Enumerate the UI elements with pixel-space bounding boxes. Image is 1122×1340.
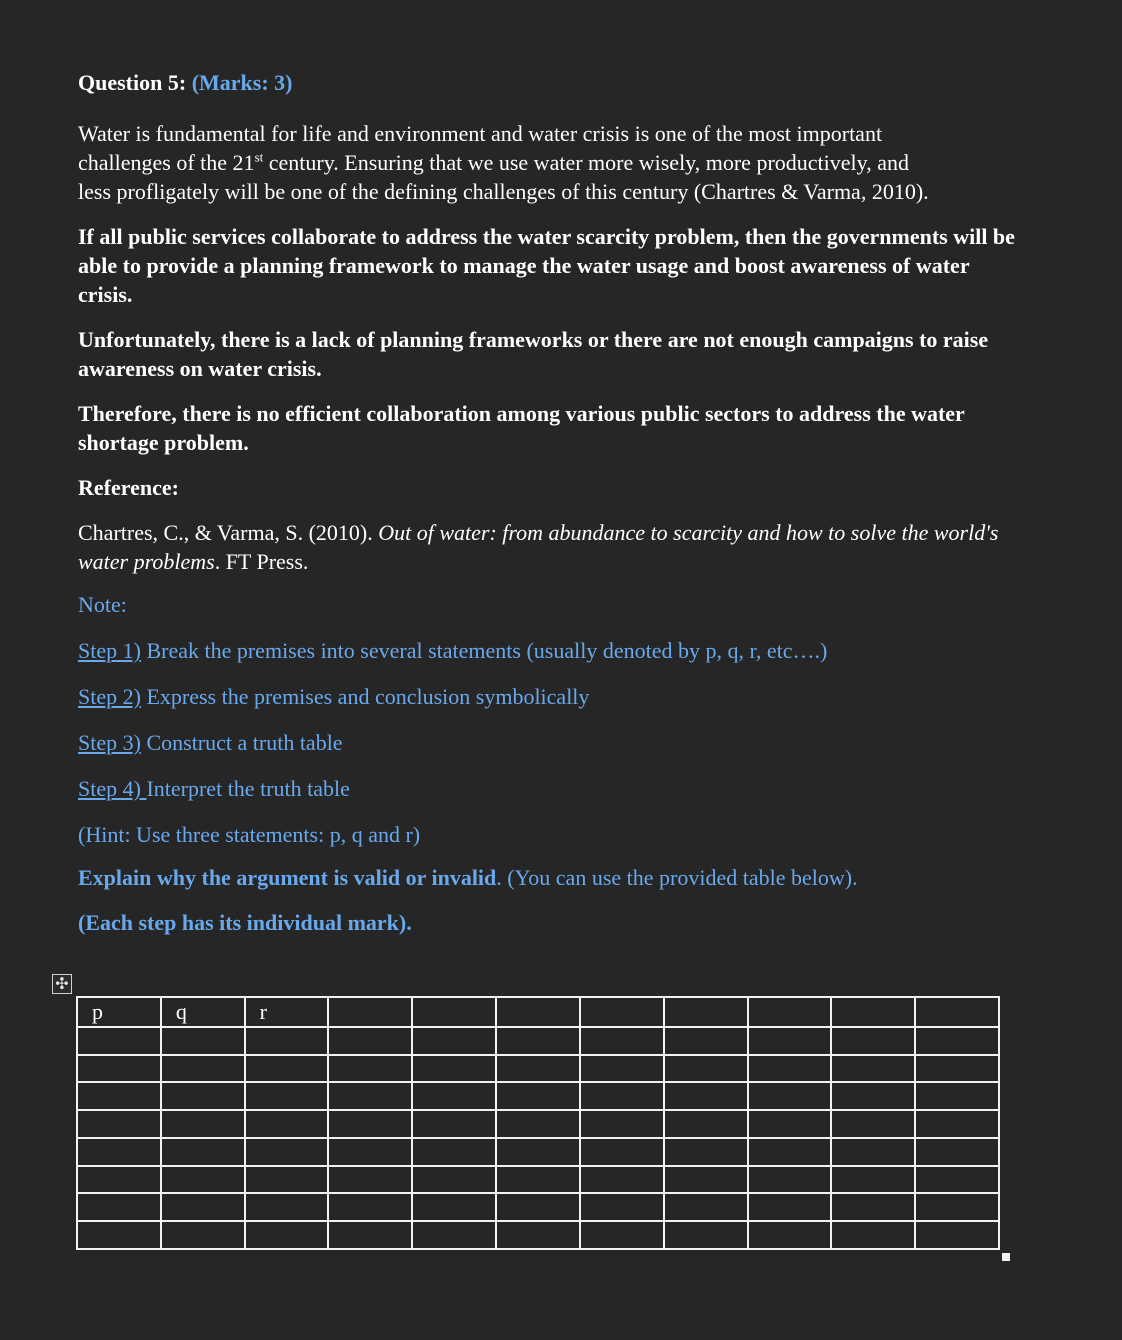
table-cell[interactable] bbox=[161, 1138, 245, 1166]
table-cell[interactable] bbox=[580, 1110, 664, 1138]
table-cell[interactable] bbox=[161, 1082, 245, 1110]
premise-1: If all public services collaborate to address the water scarcity problem, then the governments will be able to provide a planning framework to manage the water usage and boost awareness of water crisis. bbox=[78, 224, 1015, 307]
table-cell[interactable] bbox=[580, 1166, 664, 1194]
table-cell[interactable] bbox=[580, 1193, 664, 1221]
table-row bbox=[77, 1193, 999, 1221]
table-cell[interactable] bbox=[915, 1138, 999, 1166]
table-cell[interactable] bbox=[412, 1110, 496, 1138]
explain-bold: Explain why the argument is valid or invalid bbox=[78, 865, 497, 890]
step-4-number: Step 4) bbox=[78, 776, 147, 801]
table-cell[interactable] bbox=[412, 1221, 496, 1249]
step-1-text: Break the premises into several statements (usually denoted by p, q, r, etc….) bbox=[140, 638, 828, 663]
table-row bbox=[77, 1027, 999, 1055]
table-cell[interactable] bbox=[664, 1082, 748, 1110]
table-cell[interactable] bbox=[77, 1221, 161, 1249]
table-cell[interactable] bbox=[328, 1221, 412, 1249]
table-cell[interactable] bbox=[580, 1027, 664, 1055]
table-cell[interactable] bbox=[245, 1138, 329, 1166]
step-2-number: Step 2) bbox=[78, 684, 141, 709]
table-cell[interactable] bbox=[328, 1110, 412, 1138]
reference-entry bbox=[78, 518, 1018, 576]
intro-paragraph bbox=[78, 119, 1018, 206]
table-header-cell[interactable] bbox=[580, 997, 664, 1027]
table-header-cell[interactable]: p bbox=[77, 997, 161, 1027]
intro-superscript: st bbox=[254, 149, 264, 165]
table-cell[interactable] bbox=[412, 1193, 496, 1221]
table-header-cell[interactable]: q bbox=[161, 997, 245, 1027]
table-cell[interactable] bbox=[748, 1221, 832, 1249]
step-3-text: Construct a truth table bbox=[140, 730, 343, 755]
table-row bbox=[77, 1221, 999, 1249]
table-cell[interactable] bbox=[328, 1082, 412, 1110]
table-cell[interactable] bbox=[915, 1166, 999, 1194]
move-icon[interactable]: ✣ bbox=[52, 974, 72, 994]
table-cell[interactable] bbox=[77, 1055, 161, 1083]
table-cell[interactable] bbox=[328, 1027, 412, 1055]
table-cell[interactable] bbox=[496, 1166, 580, 1194]
table-cell[interactable] bbox=[77, 1193, 161, 1221]
table-cell[interactable] bbox=[580, 1221, 664, 1249]
table-cell[interactable] bbox=[831, 1138, 915, 1166]
question-marks: (Marks: 3) bbox=[191, 70, 293, 95]
table-cell[interactable] bbox=[77, 1027, 161, 1055]
intro-line-1: Water is fundamental for life and environment and water crisis is one of the most important bbox=[78, 121, 883, 146]
table-header-row bbox=[77, 997, 999, 1027]
reference-authors: Chartres, C., & Varma, S. (2010). bbox=[78, 520, 379, 545]
table-cell[interactable] bbox=[748, 1166, 832, 1194]
table-cell[interactable] bbox=[915, 1193, 999, 1221]
step-2 bbox=[78, 682, 1018, 711]
each-step-note: (Each step has its individual mark). bbox=[78, 910, 412, 935]
table-cell[interactable] bbox=[245, 1221, 329, 1249]
table-row bbox=[77, 1110, 999, 1138]
conclusion: Therefore, there is no efficient collaboration among various public sectors to address the water shortage problem. bbox=[78, 401, 965, 455]
hint-text: (Hint: Use three statements: p, q and r) bbox=[78, 822, 421, 847]
step-3 bbox=[78, 728, 1018, 757]
table-cell[interactable] bbox=[245, 1166, 329, 1194]
table-cell[interactable] bbox=[412, 1138, 496, 1166]
table-cell[interactable] bbox=[664, 1110, 748, 1138]
table-cell[interactable] bbox=[915, 1027, 999, 1055]
table-cell[interactable] bbox=[915, 1110, 999, 1138]
explain-text bbox=[78, 863, 1018, 892]
explain-rest: . (You can use the provided table below). bbox=[496, 865, 858, 890]
table-header-cell[interactable] bbox=[328, 997, 412, 1027]
table-cell[interactable] bbox=[496, 1110, 580, 1138]
table-cell[interactable] bbox=[328, 1138, 412, 1166]
table-cell[interactable] bbox=[77, 1110, 161, 1138]
table-cell[interactable] bbox=[915, 1221, 999, 1249]
intro-line-2a: challenges of the 21 bbox=[78, 150, 255, 175]
table-cell[interactable] bbox=[161, 1193, 245, 1221]
table-cell[interactable] bbox=[328, 1055, 412, 1083]
note-label: Note: bbox=[78, 592, 127, 617]
table-cell[interactable] bbox=[664, 1166, 748, 1194]
table-cell[interactable] bbox=[831, 1221, 915, 1249]
document-body bbox=[78, 66, 1018, 937]
table-cell[interactable] bbox=[412, 1027, 496, 1055]
table-cell[interactable] bbox=[77, 1166, 161, 1194]
table-cell[interactable] bbox=[748, 1138, 832, 1166]
table-cell[interactable] bbox=[412, 1166, 496, 1194]
step-1-number: Step 1) bbox=[78, 638, 141, 663]
table-cell[interactable] bbox=[664, 1027, 748, 1055]
table-cell[interactable] bbox=[496, 1027, 580, 1055]
table-cell[interactable] bbox=[664, 1055, 748, 1083]
table-cell[interactable] bbox=[328, 1166, 412, 1194]
table-cell[interactable] bbox=[328, 1193, 412, 1221]
table-cell[interactable] bbox=[748, 1055, 832, 1083]
table-cell[interactable] bbox=[245, 1055, 329, 1083]
table-resize-handle[interactable] bbox=[1002, 1253, 1010, 1261]
table-header-cell[interactable] bbox=[496, 997, 580, 1027]
table-cell[interactable] bbox=[496, 1221, 580, 1249]
table-cell[interactable] bbox=[161, 1110, 245, 1138]
table-cell[interactable] bbox=[245, 1110, 329, 1138]
premise-2: Unfortunately, there is a lack of planning frameworks or there are not enough campaigns to raise awareness on water crisis. bbox=[78, 327, 989, 381]
table-cell[interactable] bbox=[496, 1082, 580, 1110]
step-4 bbox=[78, 774, 1018, 803]
table-cell[interactable] bbox=[245, 1082, 329, 1110]
table-cell[interactable] bbox=[412, 1082, 496, 1110]
table-cell[interactable] bbox=[245, 1027, 329, 1055]
question-label: Question 5: bbox=[78, 70, 187, 95]
table-cell[interactable] bbox=[831, 1110, 915, 1138]
table-cell[interactable] bbox=[161, 1027, 245, 1055]
table-row bbox=[77, 1082, 999, 1110]
table-cell[interactable] bbox=[496, 1055, 580, 1083]
table-cell[interactable] bbox=[580, 1138, 664, 1166]
table-cell[interactable] bbox=[77, 1082, 161, 1110]
table-cell[interactable] bbox=[496, 1193, 580, 1221]
table-header-cell[interactable] bbox=[831, 997, 915, 1027]
table-cell[interactable] bbox=[664, 1193, 748, 1221]
table-cell[interactable] bbox=[496, 1138, 580, 1166]
table-row bbox=[77, 1166, 999, 1194]
table-cell[interactable] bbox=[77, 1138, 161, 1166]
table-cell[interactable] bbox=[915, 1055, 999, 1083]
step-3-number: Step 3) bbox=[78, 730, 141, 755]
table-cell[interactable] bbox=[580, 1055, 664, 1083]
table-cell[interactable] bbox=[748, 1027, 832, 1055]
table-cell[interactable] bbox=[831, 1055, 915, 1083]
table-header-cell[interactable] bbox=[915, 997, 999, 1027]
reference-book-title: Out of water: from abundance to scarcity and how to solve the world's water problems bbox=[78, 520, 999, 574]
table-row bbox=[77, 1138, 999, 1166]
table-cell[interactable] bbox=[831, 1082, 915, 1110]
reference-publisher: . FT Press. bbox=[214, 549, 309, 574]
intro-line-3: less profligately will be one of the defining challenges of this century (Chartres & Varma, 2010). bbox=[78, 179, 929, 204]
question-title bbox=[78, 66, 1018, 100]
table-cell[interactable] bbox=[161, 1055, 245, 1083]
truth-table[interactable] bbox=[76, 996, 1000, 1250]
step-1 bbox=[78, 636, 1018, 665]
table-cell[interactable] bbox=[748, 1082, 832, 1110]
table-header-cell[interactable] bbox=[412, 997, 496, 1027]
intro-line-2b: century. Ensuring that we use water more wisely, more productively, and bbox=[263, 150, 909, 175]
table-header-cell[interactable]: r bbox=[245, 997, 329, 1027]
table-cell[interactable] bbox=[831, 1193, 915, 1221]
table-cell[interactable] bbox=[412, 1055, 496, 1083]
table-header-cell[interactable] bbox=[748, 997, 832, 1027]
table-cell[interactable] bbox=[161, 1166, 245, 1194]
table-cell[interactable] bbox=[664, 1138, 748, 1166]
table-cell[interactable] bbox=[748, 1193, 832, 1221]
table-cell[interactable] bbox=[580, 1082, 664, 1110]
table-cell[interactable] bbox=[245, 1193, 329, 1221]
table-cell[interactable] bbox=[161, 1221, 245, 1249]
step-4-text: Interpret the truth table bbox=[146, 776, 350, 801]
table-row bbox=[77, 1055, 999, 1083]
step-2-text: Express the premises and conclusion symbolically bbox=[140, 684, 590, 709]
table-cell[interactable] bbox=[831, 1027, 915, 1055]
reference-title: Reference: bbox=[78, 475, 179, 500]
table-cell[interactable] bbox=[748, 1110, 832, 1138]
table-cell[interactable] bbox=[831, 1166, 915, 1194]
table-cell[interactable] bbox=[915, 1082, 999, 1110]
table-cell[interactable] bbox=[664, 1221, 748, 1249]
table-header-cell[interactable] bbox=[664, 997, 748, 1027]
